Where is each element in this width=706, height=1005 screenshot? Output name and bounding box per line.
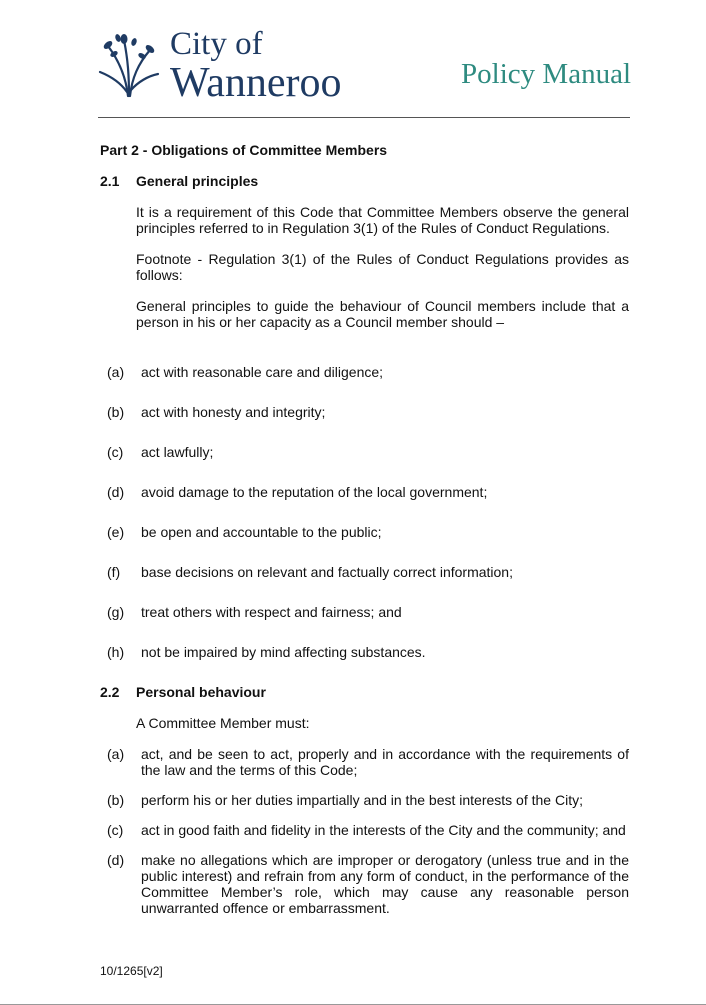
header-divider bbox=[98, 117, 630, 118]
part-title: Part 2 - Obligations of Committee Members bbox=[100, 142, 388, 158]
document-reference: 10/1265[v2] bbox=[100, 964, 163, 978]
kangaroo-paw-logo-icon bbox=[98, 32, 160, 98]
logo-name-text: Wanneroo bbox=[170, 60, 342, 106]
section-heading-2-1 bbox=[100, 173, 629, 189]
list-label: (h) bbox=[107, 644, 125, 660]
list-label: (f) bbox=[107, 564, 121, 580]
list-text: act with honesty and integrity; bbox=[141, 404, 326, 420]
list-item bbox=[100, 604, 629, 620]
list-label: (a) bbox=[107, 364, 125, 380]
list-text: act lawfully; bbox=[141, 444, 214, 460]
section-title: General principles bbox=[136, 173, 259, 189]
list-label: (g) bbox=[107, 604, 125, 620]
list-label: (d) bbox=[107, 484, 125, 500]
list-item bbox=[100, 792, 629, 808]
list-item bbox=[100, 746, 629, 778]
section-heading-2-2 bbox=[100, 684, 629, 700]
section-title: Personal behaviour bbox=[136, 684, 266, 700]
list-item bbox=[100, 564, 629, 580]
document-body bbox=[100, 142, 629, 930]
list-label: (c) bbox=[107, 444, 124, 460]
logo-city-text: City of bbox=[170, 26, 263, 62]
list-item bbox=[100, 822, 629, 838]
list-text: base decisions on relevant and factually correct information; bbox=[141, 564, 513, 580]
list-item bbox=[100, 852, 629, 916]
list-item bbox=[100, 444, 629, 460]
list-text: treat others with respect and fairness; and bbox=[141, 604, 402, 620]
section-number: 2.2 bbox=[100, 684, 120, 700]
list-text: make no allegations which are improper or derogatory (unless true and in the public interest) and refrain from any form of conduct, in the performance of the Committee Member’s role, which may cause any reasonable person unwarranted offence or embarrassment. bbox=[141, 852, 629, 916]
list-text: avoid damage to the reputation of the local government; bbox=[141, 484, 488, 500]
list-item bbox=[100, 364, 629, 380]
list-item bbox=[100, 644, 629, 660]
list-text: act in good faith and fidelity in the interests of the City and the community; and bbox=[141, 822, 626, 838]
general-principles-list bbox=[100, 364, 629, 660]
list-label: (b) bbox=[107, 404, 125, 420]
paragraph: It is a requirement of this Code that Committee Members observe the general principles referred to in Regulation 3(1) of the Rules of Conduct Regulations. bbox=[136, 204, 629, 236]
list-label: (b) bbox=[107, 792, 125, 808]
section-number: 2.1 bbox=[100, 173, 120, 189]
page-header bbox=[0, 0, 706, 120]
paragraph: A Committee Member must: bbox=[136, 715, 310, 731]
list-text: be open and accountable to the public; bbox=[141, 524, 382, 540]
list-text: perform his or her duties impartially and in the best interests of the City; bbox=[141, 792, 583, 808]
list-item bbox=[100, 524, 629, 540]
paragraph: General principles to guide the behaviour of Council members include that a person in his or her capacity as a Council member should – bbox=[136, 298, 629, 330]
policy-manual-title: Policy Manual bbox=[461, 58, 631, 90]
list-text: act with reasonable care and diligence; bbox=[141, 364, 384, 380]
personal-behaviour-list bbox=[100, 746, 629, 916]
list-label: (e) bbox=[107, 524, 125, 540]
list-label: (d) bbox=[107, 852, 125, 868]
list-label: (c) bbox=[107, 822, 124, 838]
list-text: not be impaired by mind affecting substances. bbox=[141, 644, 426, 660]
paragraph: Footnote - Regulation 3(1) of the Rules of Conduct Regulations provides as follows: bbox=[136, 251, 629, 283]
list-item bbox=[100, 484, 629, 500]
list-label: (a) bbox=[107, 746, 125, 762]
list-text: act, and be seen to act, properly and in accordance with the requirements of the law and the terms of this Code; bbox=[141, 746, 629, 778]
list-item bbox=[100, 404, 629, 420]
